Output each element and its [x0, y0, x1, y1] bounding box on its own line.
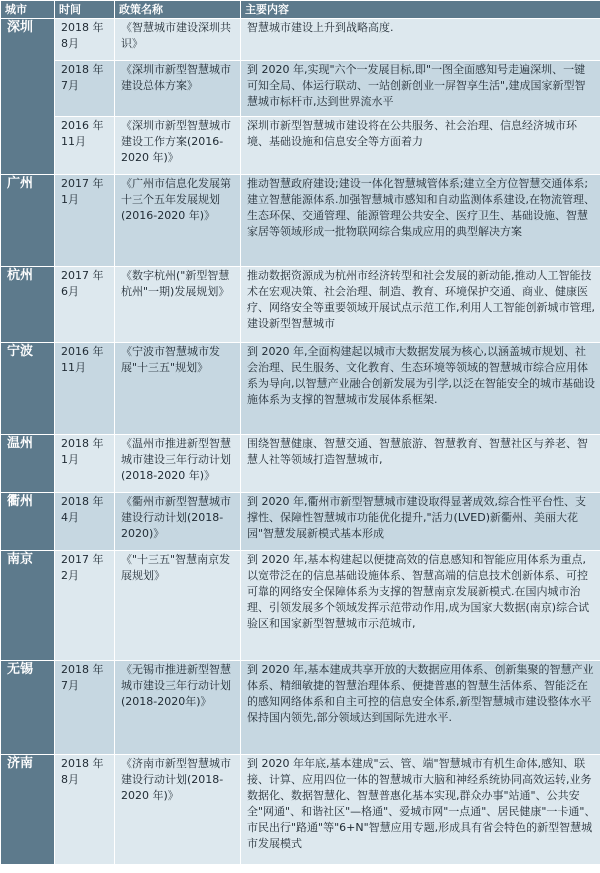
city-cell: 杭州 — [1, 267, 55, 343]
policy-cell: 《温州市推进新型智慧城市建设三年行动计划(2018-2020 年)》 — [115, 435, 241, 493]
content-cell: 到 2020 年,实现"六个一发展目标,即"一图全面感知号走遍深圳、一键可知全局、体运行联动、一站创新创业一屏智享生活",建成国家新型智慧城市标杆市,达到世界流水平 — [241, 61, 600, 117]
time-cell: 2016 年 11月 — [55, 117, 115, 175]
city-cell: 济南 — [1, 755, 55, 865]
table-row — [1, 117, 600, 175]
city-cell: 南京 — [1, 551, 55, 661]
table-row — [1, 19, 600, 61]
table-row — [1, 61, 600, 117]
city-cell: 无锡 — [1, 661, 55, 755]
time-cell: 2018 年 7月 — [55, 661, 115, 755]
city-cell: 广州 — [1, 175, 55, 267]
time-cell: 2018 年 1月 — [55, 435, 115, 493]
content-cell: 推动智慧政府建设;建设一体化智慧城管体系;建立全方位智慧交通体系;建立智慧能源体系.加强智慧城市感知和自动监测体系建设,在物流管理、生态环保、交通管理、能源管理公共安全、医疗卫生、基础设施、智慧家居等领域形成一批物联网综合集成应用的典型解决方案 — [241, 175, 600, 267]
content-cell: 到 2020 年,基本构建起以便捷高效的信息感知和智能应用体系为重点,以宽带泛在的信息基础设施体系、智慧高端的信息技术创新体系、可控可靠的网络安全保障体系为支撑的智慧南京发展新模式.在国内城市治理、引领发展多个领域发挥示范带动作用,成为国家大数据(南京)综合试验区和国家新型智慧城市示范城市, — [241, 551, 600, 661]
table-row — [1, 551, 600, 661]
table-row — [1, 435, 600, 493]
header-city: 城市 — [1, 1, 55, 19]
policy-cell: 《数字杭州("新型智慧杭州"一期)发展规划》 — [115, 267, 241, 343]
time-cell: 2016 年 11月 — [55, 343, 115, 435]
header-time: 时间 — [55, 1, 115, 19]
content-cell: 深圳市新型智慧城市建设将在公共服务、社会治理、信息经济城市环境、基础设施和信息安全等方面着力 — [241, 117, 600, 175]
policy-cell: 《深圳市新型智慧城市建设总体方案》 — [115, 61, 241, 117]
header-policy: 政策名称 — [115, 1, 241, 19]
time-cell: 2018 年 7月 — [55, 61, 115, 117]
city-cell: 宁波 — [1, 343, 55, 435]
table-row — [1, 343, 600, 435]
table-row — [1, 493, 600, 551]
table-row — [1, 661, 600, 755]
header-content: 主要内容 — [241, 1, 600, 19]
policy-cell: 《"十三五"智慧南京发展规划》 — [115, 551, 241, 661]
content-cell: 智慧城市建设上升到战略高度. — [241, 19, 600, 61]
time-cell: 2017 年 6月 — [55, 267, 115, 343]
policy-cell: 《宁波市智慧城市发展"十三五"规划》 — [115, 343, 241, 435]
time-cell: 2018 年 4月 — [55, 493, 115, 551]
content-cell: 到 2020 年,衢州市新型智慧城市建设取得显著成效,综合性平台性、支撑性、保障性智慧城市功能优化提升,"活力(LVED)新衢州、美丽大花园"智慧发展新模式基本形成 — [241, 493, 600, 551]
policy-cell: 《济南市新型智慧城市建设行动计划(2018-2020 年)》 — [115, 755, 241, 865]
city-cell: 温州 — [1, 435, 55, 493]
header-row — [1, 1, 600, 19]
time-cell: 2017 年 1月 — [55, 175, 115, 267]
policy-cell: 《广州市信息化发展第十三个五年发展规划(2016-2020 年)》 — [115, 175, 241, 267]
content-cell: 到 2020 年,全面构建起以城市大数据发展为核心,以涵盖城市规划、社会治理、民生服务、文化教育、生态环境等领域的智慧城市综合应用体系为导向,以智慧产业融合创新发展为引学,以泛在智能安全的城市基础设施体系为支撑的智慧城市发展体系框架. — [241, 343, 600, 435]
time-cell: 2018 年 8月 — [55, 19, 115, 61]
time-cell: 2017 年 2月 — [55, 551, 115, 661]
content-cell: 推动数据资源成为杭州市经济转型和社会发展的新动能,推动人工智能技术在宏观决策、社会治理、制造、教育、环境保护交通、商业、健康医疗、网络安全等重要领域开展试点示范工作,利用人工智能创新城市管理,建设新型智慧城市 — [241, 267, 600, 343]
content-cell: 到 2020 年年底,基本建成"云、管、端"智慧城市有机生命体,感知、联接、计算、应用四位一体的智慧城市大脑和神经系统协同高效运转,业务数据化、数据智慧化、智慧普惠化基本实现,群众办事"站通"、公共安全"网通"、和谐社区"—格通"、爱城市网"一点通"、居民健康"一卡通"、市民出行"路通"等"6+N"智慧应用专题,形成具有省会特色的新型智慧城市发展模式 — [241, 755, 600, 865]
table-row — [1, 267, 600, 343]
content-cell: 围绕智慧健康、智慧交通、智慧旅游、智慧教育、智慧社区与养老、智慧人社等领域打造智慧城市, — [241, 435, 600, 493]
policy-cell: 《智慧城市建设深圳共识》 — [115, 19, 241, 61]
table-row — [1, 755, 600, 865]
policy-cell: 《衢州市新型智慧城市建设行动计划(2018-2020)》 — [115, 493, 241, 551]
time-cell: 2018 年 8月 — [55, 755, 115, 865]
city-cell: 深圳 — [1, 19, 55, 175]
policy-cell: 《深圳市新型智慧城市建设工作方案(2016-2020 年)》 — [115, 117, 241, 175]
policy-cell: 《无锡市推进新型智慧城市建设三年行动计划(2018-2020年)》 — [115, 661, 241, 755]
city-cell: 衢州 — [1, 493, 55, 551]
table-row — [1, 175, 600, 267]
content-cell: 到 2020 年,基本建成共享开放的大数据应用体系、创新集聚的智慧产业体系、精细敏捷的智慧治理体系、便捷普惠的智慧生活体系、智能泛在的感知网络体系和自主可控的信息安全体系,新型智慧城市建设整体水平保持国内领先,部分领域达到国际先进水平. — [241, 661, 600, 755]
